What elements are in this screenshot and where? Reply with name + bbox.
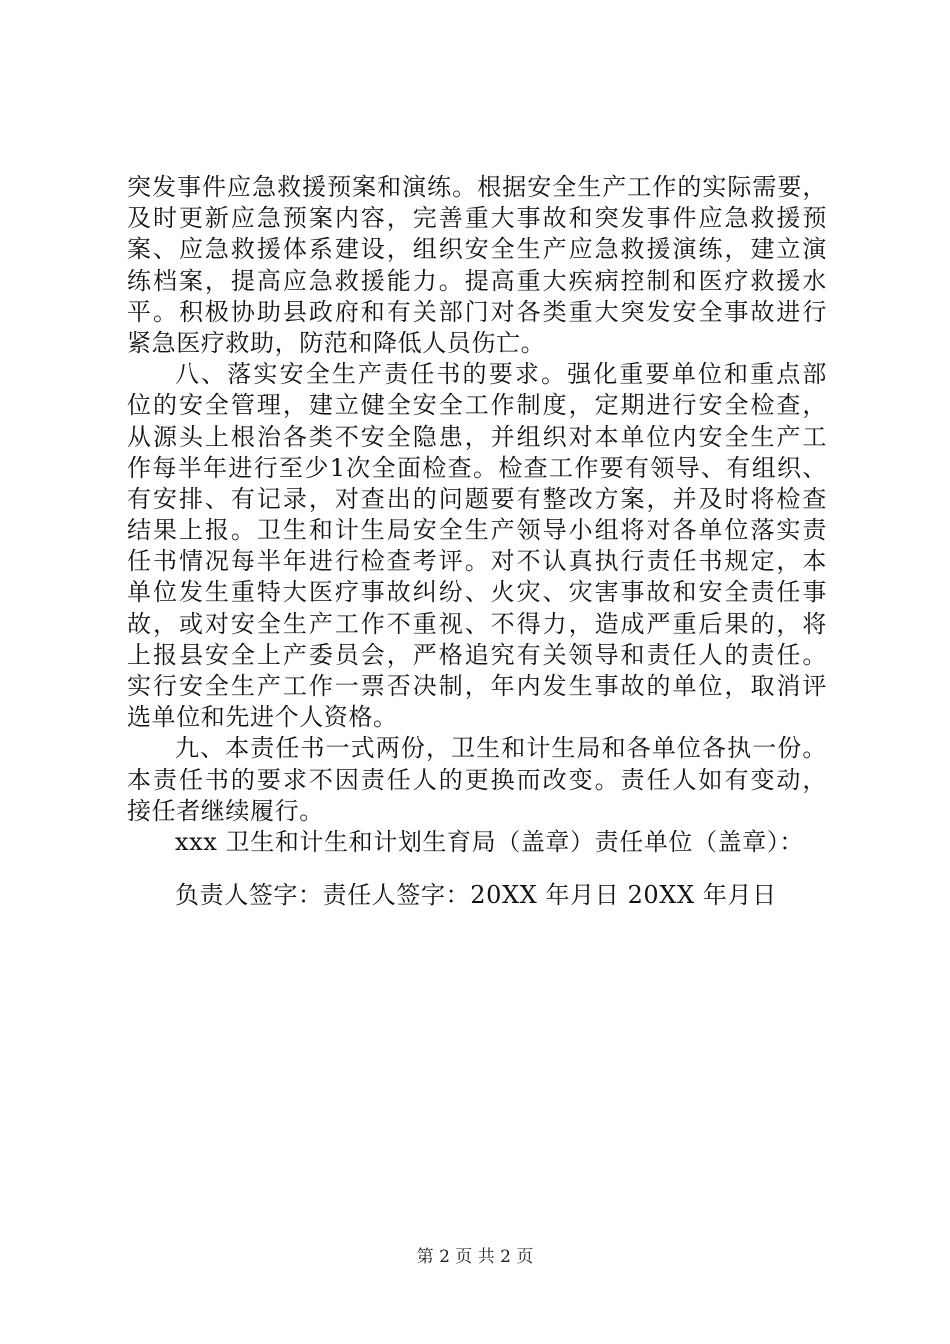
text-line: 从源头上根治各类不安全隐患，并组织对本单位内安全生产工	[127, 422, 827, 451]
text-line: 本责任书的要求不因责任人的更换而改变。责任人如有变动，	[127, 765, 827, 794]
text-line: 故，或对安全生产工作不重视、不得力，造成严重后果的，将	[127, 609, 827, 638]
signature-line: 负责人签字：责任人签字：20XX 年月日 20XX 年月日	[175, 881, 777, 910]
signature-unit-line: xxx 卫生和计生和计划生育局（盖章）责任单位（盖章）：	[175, 827, 805, 856]
text-line: 平。积极协助县政府和有关部门对各类重大突发安全事故进行	[127, 297, 827, 326]
document-body	[127, 172, 827, 911]
text-line: 位的安全管理，建立健全安全工作制度，定期进行安全检查，	[127, 391, 827, 420]
text-line: 案、应急救援体系建设，组织安全生产应急救援演练，建立演	[127, 235, 827, 264]
text-line: 及时更新应急预案内容，完善重大事故和突发事件应急救援预	[127, 204, 827, 233]
text-line: 实行安全生产工作一票否决制，年内发生事故的单位，取消评	[127, 672, 827, 700]
text-line: 紧急医疗救助，防范和降低人员伤亡。	[127, 328, 546, 357]
text-line: 接任者继续履行。	[127, 796, 324, 825]
page-footer: 第 2 页 共 2 页	[416, 1247, 534, 1267]
text-line: 单位发生重特大医疗事故纠纷、火灾、灾害事故和安全责任事	[127, 578, 827, 607]
text-line: 练档案，提高应急救援能力。提高重大疾病控制和医疗救援水	[127, 266, 827, 295]
text-line: 任书情况每半年进行检查考评。对不认真执行责任书规定，本	[127, 547, 827, 576]
text-line: 有安排、有记录，对查出的问题要有整改方案，并及时将检查	[127, 484, 827, 513]
text-line: 选单位和先进个人资格。	[127, 703, 398, 732]
spacer	[127, 858, 827, 880]
paragraph-start-line: 八、落实安全生产责任书的要求。强化重要单位和重点部	[175, 360, 827, 389]
text-line: 突发事件应急救援预案和演练。根据安全生产工作的实际需要，	[127, 173, 827, 201]
text-line: 上报县安全上产委员会，严格追究有关领导和责任人的责任。	[127, 640, 827, 669]
text-line: 结果上报。卫生和计生局安全生产领导小组将对各单位落实责	[127, 516, 827, 545]
paragraph-start-line: 九、本责任书一式两份，卫生和计生局和各单位各执一份。	[175, 734, 827, 763]
text-line: 作每半年进行至少1次全面检查。检查工作要有领导、有组织、	[127, 453, 827, 482]
